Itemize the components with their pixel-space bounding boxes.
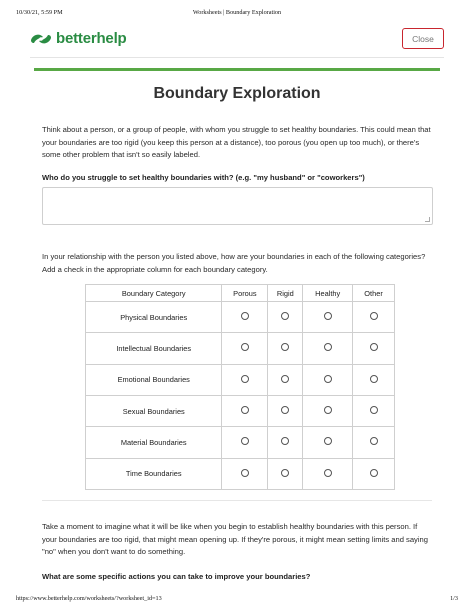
close-button[interactable]: Close xyxy=(402,28,444,49)
header-rigid: Rigid xyxy=(268,285,303,302)
brand-name: betterhelp xyxy=(56,30,127,47)
rigid-radio[interactable] xyxy=(281,437,289,445)
category-label: Sexual Boundaries xyxy=(86,395,222,426)
print-page-number: 1/3 xyxy=(450,595,458,602)
porous-radio[interactable] xyxy=(241,437,249,445)
resize-handle-icon[interactable] xyxy=(425,217,430,222)
print-url: https://www.betterhelp.com/worksheets/?worksheet_id=13 xyxy=(16,595,162,602)
category-label: Material Boundaries xyxy=(86,427,222,458)
rigid-radio[interactable] xyxy=(281,312,289,320)
table-row xyxy=(86,302,395,333)
reflection-text: Take a moment to imagine what it will be like when you begin to establish healthy boundaries with this person. If your boundaries are too rigid, that might mean opening up. If they're porous, it might mean setting limits and saying "no" when you don't want to do something. xyxy=(42,522,428,557)
section-divider xyxy=(42,500,432,501)
print-footer xyxy=(16,595,458,605)
healthy-radio[interactable] xyxy=(324,437,332,445)
rigid-radio[interactable] xyxy=(281,343,289,351)
porous-radio[interactable] xyxy=(241,469,249,477)
intro-text: Think about a person, or a group of people, with whom you struggle to set healthy boundaries. This could mean that your boundaries are too rigid (you keep this person at a distance), too porous (you open up too much), or there's some other problem that isn't so easily labeled. xyxy=(42,125,431,160)
healthy-radio[interactable] xyxy=(324,469,332,477)
porous-radio[interactable] xyxy=(241,406,249,414)
who-answer-textarea[interactable] xyxy=(42,187,433,225)
healthy-radio[interactable] xyxy=(324,312,332,320)
healthy-radio[interactable] xyxy=(324,343,332,351)
print-datetime: 10/30/21, 5:59 PM xyxy=(16,9,63,16)
print-page-title: Worksheets | Boundary Exploration xyxy=(192,9,282,16)
porous-radio[interactable] xyxy=(241,312,249,320)
healthy-radio[interactable] xyxy=(324,406,332,414)
accent-bar xyxy=(34,68,440,71)
leaf-icon xyxy=(30,32,52,46)
header-boundary-category: Boundary Category xyxy=(86,285,222,302)
table-row xyxy=(86,364,395,395)
header-healthy: Healthy xyxy=(303,285,353,302)
other-radio[interactable] xyxy=(370,343,378,351)
page-title: Boundary Exploration xyxy=(153,85,321,102)
table-header-row xyxy=(86,285,395,302)
category-label: Time Boundaries xyxy=(86,458,222,489)
other-radio[interactable] xyxy=(370,312,378,320)
header-porous: Porous xyxy=(222,285,268,302)
betterhelp-logo[interactable] xyxy=(30,30,127,47)
table-row xyxy=(86,458,395,489)
porous-radio[interactable] xyxy=(241,343,249,351)
other-radio[interactable] xyxy=(370,406,378,414)
table-row xyxy=(86,395,395,426)
porous-radio[interactable] xyxy=(241,375,249,383)
question-who: Who do you struggle to set healthy boundaries with? (e.g. "my husband" or "coworkers") xyxy=(42,173,365,182)
rigid-radio[interactable] xyxy=(281,469,289,477)
category-label: Intellectual Boundaries xyxy=(86,333,222,364)
instruction-text: In your relationship with the person you listed above, how are your boundaries in each of the following categories? Add a check in the appropriate column for each boundary category. xyxy=(42,252,426,274)
header-other: Other xyxy=(353,285,395,302)
category-label: Physical Boundaries xyxy=(86,302,222,333)
category-label: Emotional Boundaries xyxy=(86,364,222,395)
question-actions: What are some specific actions you can take to improve your boundaries? xyxy=(42,572,311,581)
rigid-radio[interactable] xyxy=(281,406,289,414)
table-row xyxy=(86,427,395,458)
healthy-radio[interactable] xyxy=(324,375,332,383)
other-radio[interactable] xyxy=(370,375,378,383)
table-row xyxy=(86,333,395,364)
other-radio[interactable] xyxy=(370,469,378,477)
header-divider xyxy=(30,57,444,58)
rigid-radio[interactable] xyxy=(281,375,289,383)
other-radio[interactable] xyxy=(370,437,378,445)
boundary-table xyxy=(85,284,395,490)
print-header xyxy=(16,9,458,19)
